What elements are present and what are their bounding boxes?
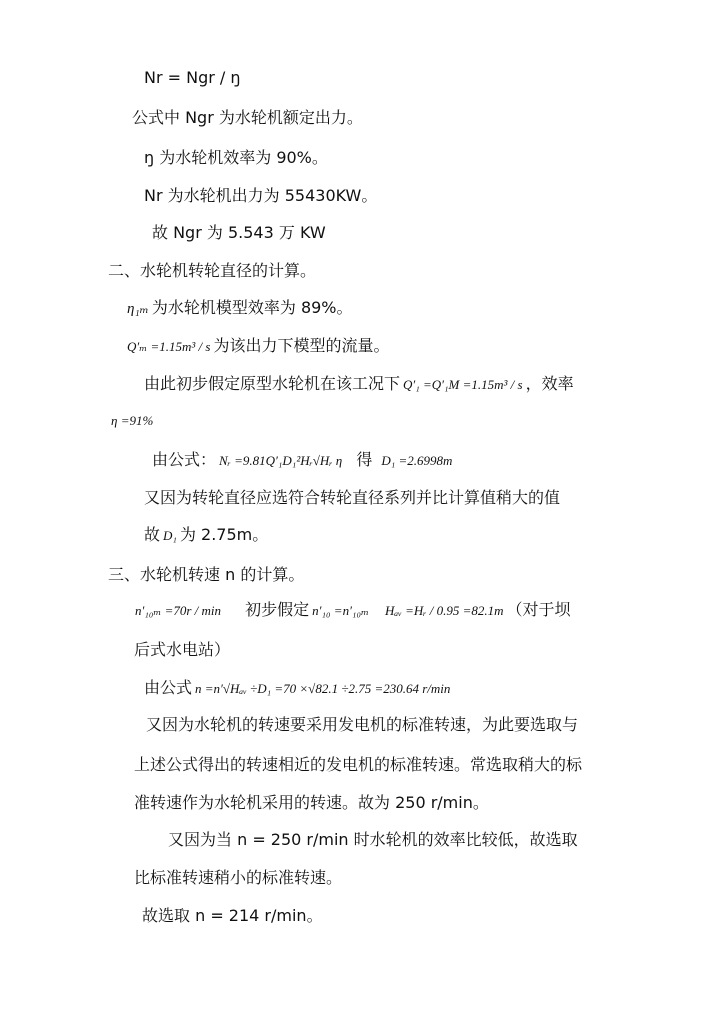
text-span: 由公式 [144, 678, 193, 697]
text-span: ，效率 [525, 374, 574, 393]
text-line: Nr 为水轮机出力为 55430KW。 [144, 186, 378, 205]
section-heading: 二、水轮机转轮直径的计算。 [108, 261, 317, 280]
math-expression: D₁ =2.6998m [381, 453, 453, 468]
text-line [124, 298, 353, 319]
text-line [132, 600, 571, 621]
text-line: 又因为转轮直径应选符合转轮直径系列并比计算值稍大的值 [144, 488, 561, 507]
text-line [144, 678, 453, 699]
text-line: 比标准转速稍小的标准转速。 [134, 868, 343, 887]
text-span: 为该出力下模型的流量。 [213, 336, 390, 355]
text-line [152, 450, 455, 471]
text-span: 为水轮机模型效率为 89%。 [151, 298, 353, 317]
text-line: 又因为水轮机的转速要采用发电机的标准转速，为此要选取与 [146, 715, 579, 734]
text-line: 故选取 n = 214 r/min。 [142, 906, 323, 925]
text-line: 又因为当 n = 250 r/min 时水轮机的效率比较低，故选取 [168, 830, 578, 849]
text-span: 为 2.75m。 [179, 525, 269, 544]
math-expression: Nᵣ =9.81Q′₁D₁²Hᵣ√Hᵣ η [219, 453, 343, 468]
text-span: 由此初步假定原型水轮机在该工况下 [144, 374, 401, 393]
formula-nr: Nr = Ngr / ŋ [144, 68, 241, 87]
text-line [144, 374, 574, 395]
text-span: （对于坝 [506, 600, 571, 619]
math-expression: Q′₁ =Q′₁M =1.15m³ / s [403, 377, 523, 392]
text-line: 故 Ngr 为 5.543 万 KW [152, 223, 326, 242]
text-line: 上述公式得出的转速相近的发电机的标准转速。常选取稍大的标 [134, 755, 583, 774]
math-expression: D₁ [163, 528, 177, 543]
math-expression: η₁ₘ [127, 301, 149, 317]
text-line [144, 525, 268, 546]
text-span: 初步假定 [245, 600, 310, 619]
math-expression: Hₐᵥ =Hᵣ / 0.95 =82.1m [385, 603, 504, 618]
text-line: ŋ 为水轮机效率为 90%。 [144, 148, 328, 167]
text-line: 后式水电站） [134, 640, 231, 659]
text-line: 公式中 Ngr 为水轮机额定出力。 [132, 108, 363, 127]
text-span: 由公式： [152, 450, 217, 469]
text-line [108, 410, 156, 431]
text-line: 准转速作为水轮机采用的转速。故为 250 r/min。 [134, 793, 489, 812]
math-expression: n′₁₀ =n′₁₀ₘ [312, 603, 369, 618]
math-expression: Q′ₘ =1.15m³ / s [127, 339, 211, 354]
math-expression: η =91% [111, 413, 154, 428]
text-line [124, 336, 389, 357]
math-expression: n =n′√Hₐᵥ ÷D₁ =70 ×√82.1 ÷2.75 =230.64 r/min [195, 681, 451, 696]
section-heading: 三、水轮机转速 n 的计算。 [108, 565, 305, 584]
text-span: 得 [356, 450, 373, 469]
text-span: 故 [144, 525, 161, 544]
math-expression: n′₁₀ₘ =70r / min [135, 603, 222, 618]
